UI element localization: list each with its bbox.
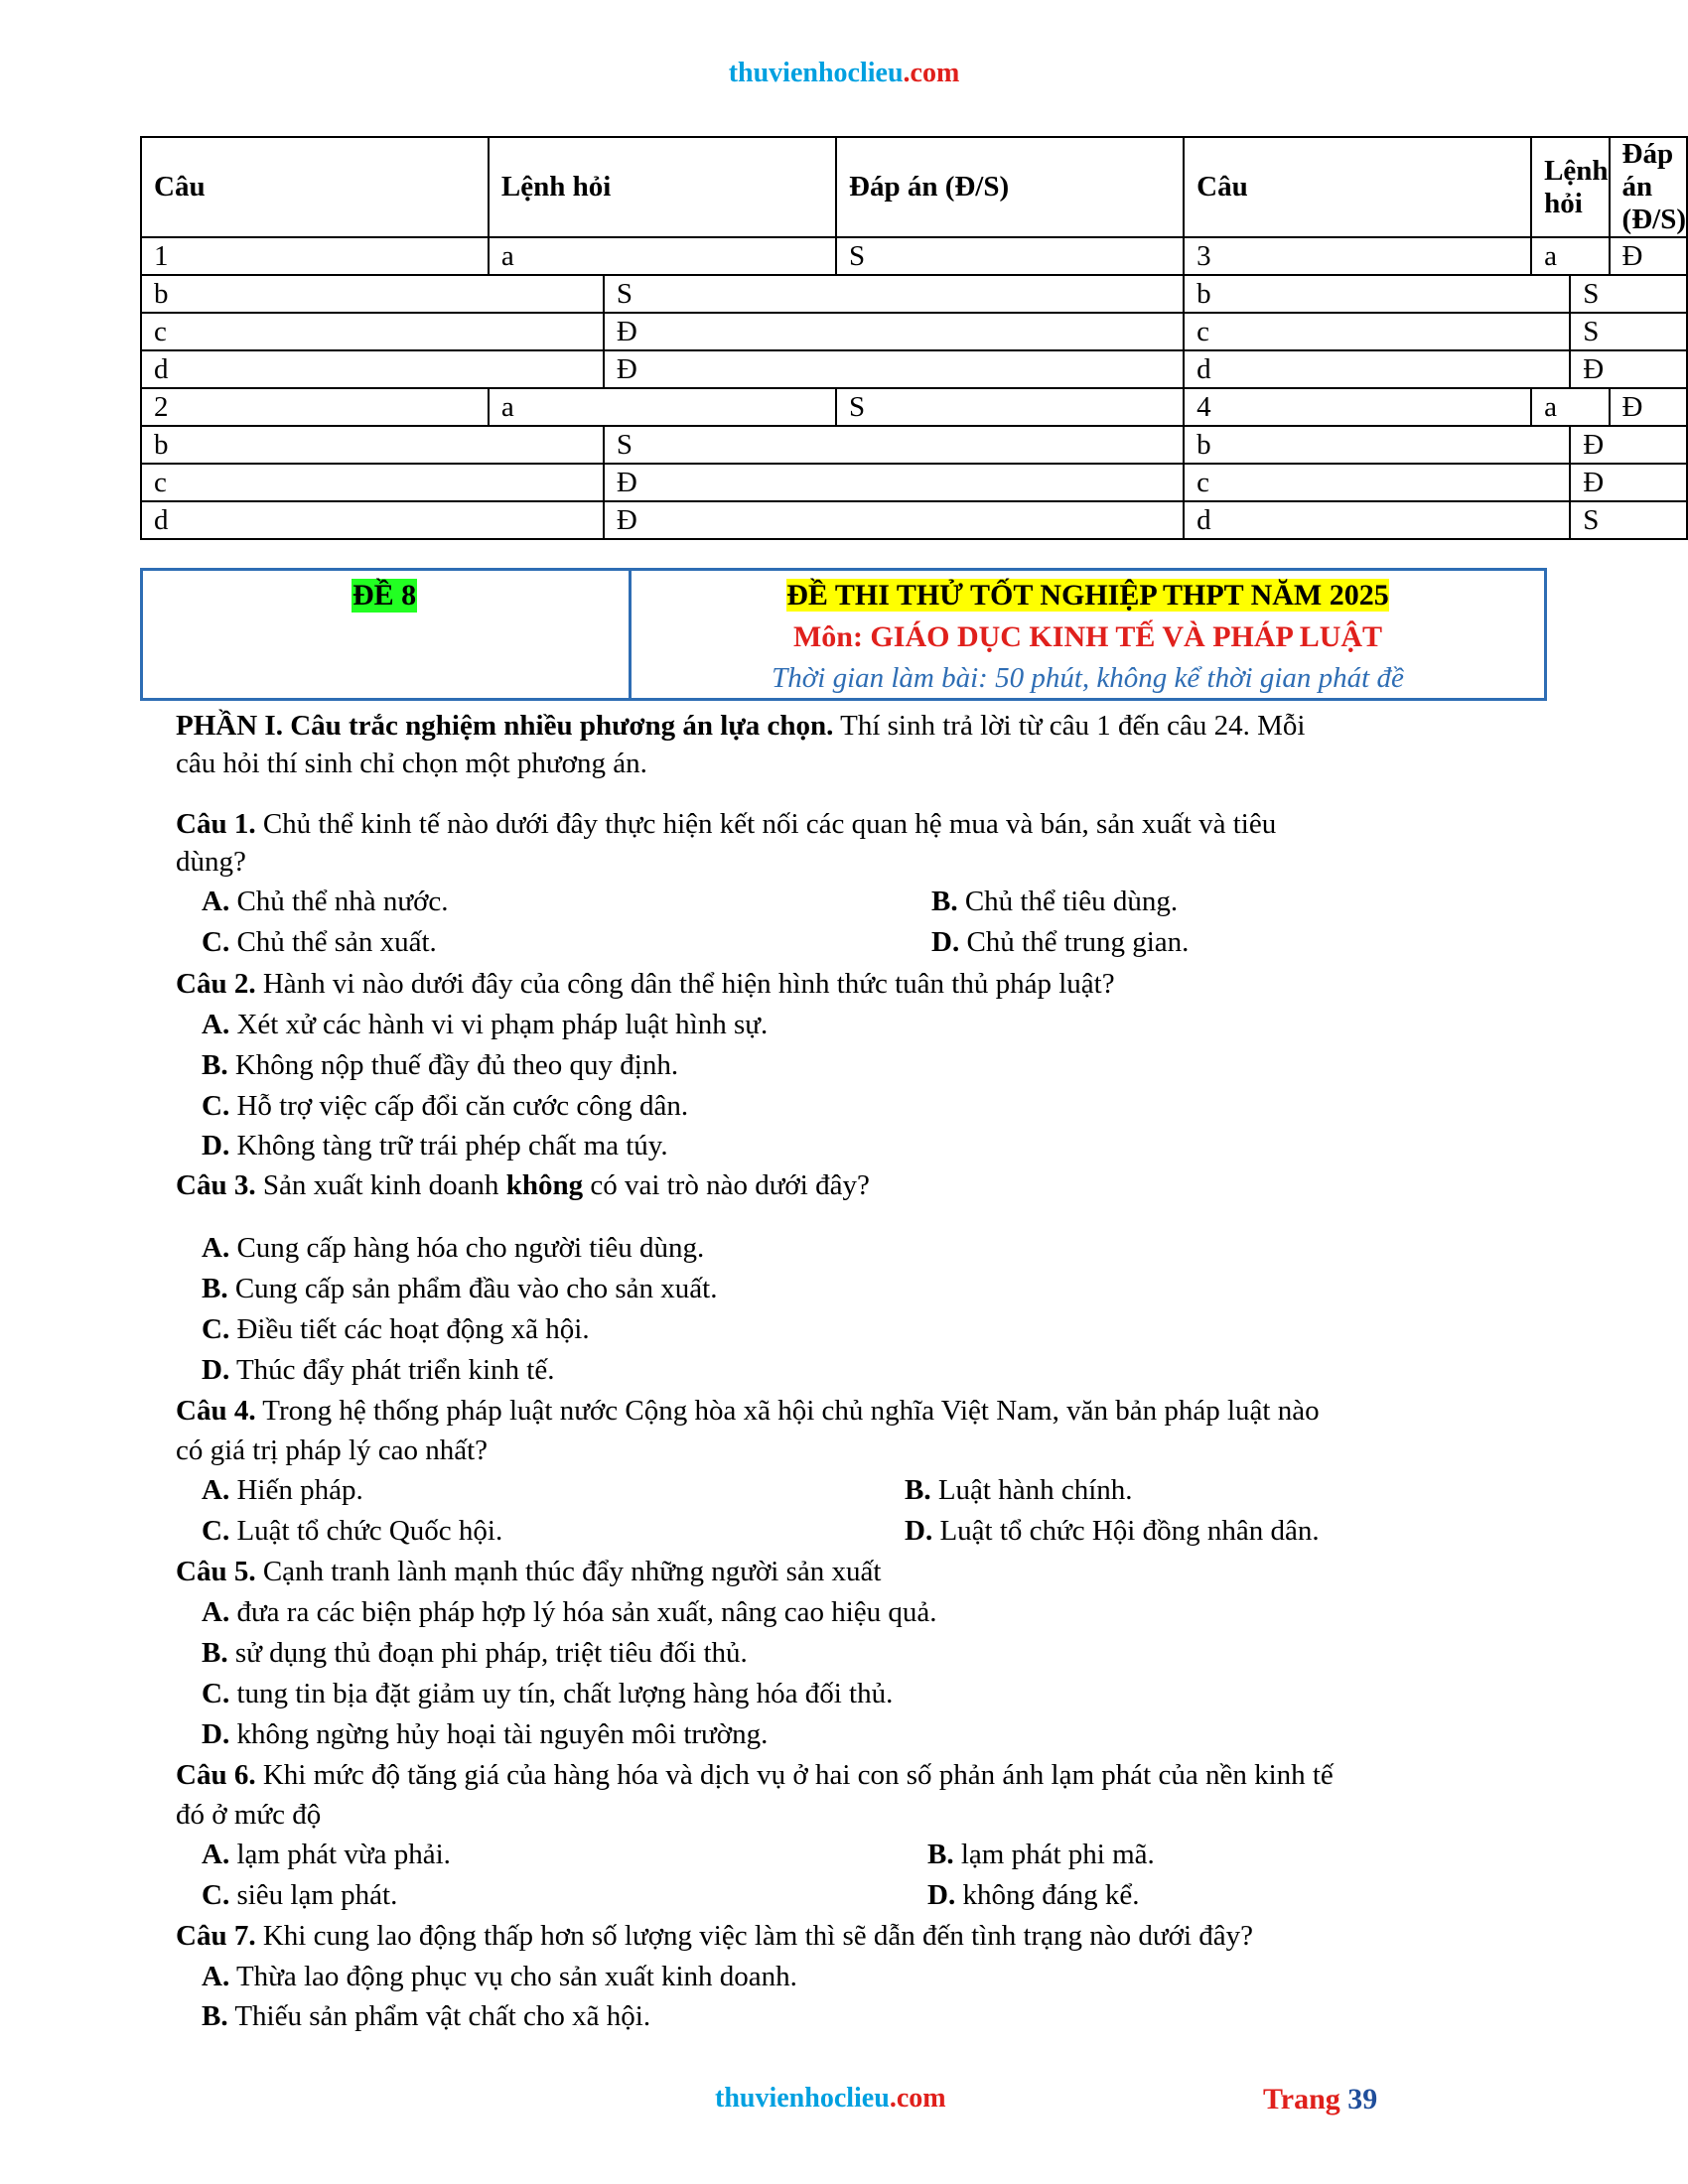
table-cell: a <box>1531 388 1609 426</box>
option-c: C. Hỗ trợ việc cấp đổi căn cước công dân. <box>202 1090 689 1122</box>
option-c: C. Luật tổ chức Quốc hội. <box>202 1515 503 1547</box>
option-b: B. Chủ thể tiêu dùng. <box>931 886 1179 917</box>
option-b: B. Luật hành chính. <box>905 1474 1133 1506</box>
option-a: A. lạm phát vừa phải. <box>202 1839 451 1870</box>
table-row <box>141 350 1687 388</box>
header-lenh-hoi: Lệnh hỏi <box>489 137 836 237</box>
option-b: B. lạm phát phi mã. <box>927 1839 1155 1870</box>
option-b: B. Cung cấp sản phẩm đầu vào cho sản xuất. <box>202 1273 718 1304</box>
option-c: C. Điều tiết các hoạt động xã hội. <box>202 1313 590 1345</box>
table-cell: a <box>489 237 836 275</box>
site-footer: thuvienhoclieu.com <box>715 2083 946 2114</box>
option-b: B. Không nộp thuế đầy đủ theo quy định. <box>202 1049 679 1081</box>
option-a: A. Hiến pháp. <box>202 1474 363 1506</box>
option-b: B. Thiếu sản phẩm vật chất cho xã hội. <box>202 2000 651 2032</box>
table-cell: S <box>836 388 1184 426</box>
table-cell: S <box>1570 313 1687 350</box>
question-1: Câu 1. Chủ thể kinh tế nào dưới đây thực hiện kết nối các quan hệ mua và bán, sản xuất và tiêu <box>176 808 1277 840</box>
question-4: Câu 4. Trong hệ thống pháp luật nước Cộng hòa xã hội chủ nghĩa Việt Nam, văn bản pháp luật nào <box>176 1395 1320 1427</box>
table-cell: S <box>604 275 1184 313</box>
table-cell: 1 <box>141 237 489 275</box>
table-cell: Đ <box>1610 237 1687 275</box>
exam-subject: Môn: GIÁO DỤC KINH TẾ VÀ PHÁP LUẬT <box>792 620 1383 653</box>
table-cell: b <box>141 275 604 313</box>
table-cell: Đ <box>1610 388 1687 426</box>
table-cell: 3 <box>1184 237 1531 275</box>
option-a: A. Xét xử các hành vi vi phạm pháp luật hình sự. <box>202 1009 769 1040</box>
table-cell: Đ <box>604 501 1184 539</box>
table-cell: d <box>1184 501 1570 539</box>
table-cell: c <box>1184 313 1570 350</box>
site-header: thuvienhoclieu.com <box>728 58 960 88</box>
option-d: D. Chủ thể trung gian. <box>931 926 1190 958</box>
question-4-cont: có giá trị pháp lý cao nhất? <box>176 1434 489 1466</box>
option-b: B. sử dụng thủ đoạn phi pháp, triệt tiêu đối thủ. <box>202 1637 748 1669</box>
table-cell: S <box>1570 275 1687 313</box>
table-cell: a <box>1531 237 1609 275</box>
option-c: C. siêu lạm phát. <box>202 1879 398 1911</box>
table-cell: Đ <box>1570 350 1687 388</box>
part1-intro: PHẦN I. Câu trắc nghiệm nhiều phương án lựa chọn. Thí sinh trả lời từ câu 1 đến câu 24. Mỗi <box>176 710 1306 742</box>
question-5: Câu 5. Cạnh tranh lành mạnh thúc đẩy những người sản xuất <box>176 1556 882 1587</box>
table-cell: S <box>1570 501 1687 539</box>
table-row <box>141 388 1687 426</box>
question-6-cont: đó ở mức độ <box>176 1799 322 1831</box>
table-cell: c <box>141 464 604 501</box>
option-d: D. Không tàng trữ trái phép chất ma túy. <box>202 1130 668 1161</box>
exam-time: Thời gian làm bài: 50 phút, không kể thời gian phát đề <box>772 662 1404 694</box>
table-cell: Đ <box>604 350 1184 388</box>
question-1-cont: dùng? <box>176 846 246 878</box>
header-dap-an: Đáp án (Đ/S) <box>1610 137 1687 237</box>
table-row <box>141 275 1687 313</box>
question-7: Câu 7. Khi cung lao động thấp hơn số lượng việc làm thì sẽ dẫn đến tình trạng nào dưới đây? <box>176 1920 1254 1952</box>
question-6: Câu 6. Khi mức độ tăng giá của hàng hóa và dịch vụ ở hai con số phản ánh lạm phát của nền kinh tế <box>176 1759 1334 1791</box>
table-cell: Đ <box>604 464 1184 501</box>
table-cell: a <box>489 388 836 426</box>
answer-table <box>140 136 1688 540</box>
table-cell: c <box>1184 464 1570 501</box>
option-a: A. Cung cấp hàng hóa cho người tiêu dùng. <box>202 1232 705 1264</box>
header-cau: Câu <box>141 137 489 237</box>
question-3: Câu 3. Sản xuất kinh doanh không có vai trò nào dưới đây? <box>176 1169 870 1201</box>
table-cell: b <box>1184 426 1570 464</box>
option-c: C. Chủ thể sản xuất. <box>202 926 437 958</box>
table-cell: b <box>1184 275 1570 313</box>
exam-header-box <box>140 568 1547 701</box>
exam-number-label: ĐỀ 8 <box>352 579 417 612</box>
table-row <box>141 313 1687 350</box>
exam-title: ĐỀ THI THỬ TỐT NGHIỆP THPT NĂM 2025 <box>786 579 1389 612</box>
question-2: Câu 2. Hành vi nào dưới đây của công dân thể hiện hình thức tuân thủ pháp luật? <box>176 968 1115 1000</box>
header-lenh-hoi: Lệnh hỏi <box>1531 137 1609 237</box>
table-cell: d <box>1184 350 1570 388</box>
table-row <box>141 464 1687 501</box>
option-a: A. Chủ thể nhà nước. <box>202 886 449 917</box>
table-cell: b <box>141 426 604 464</box>
table-cell: 2 <box>141 388 489 426</box>
table-row <box>141 501 1687 539</box>
table-row <box>141 426 1687 464</box>
table-cell: 4 <box>1184 388 1531 426</box>
part1-intro-cont: câu hỏi thí sinh chỉ chọn một phương án. <box>176 748 647 779</box>
table-cell: d <box>141 350 604 388</box>
table-cell: Đ <box>604 313 1184 350</box>
table-cell: S <box>836 237 1184 275</box>
option-d: D. không đáng kể. <box>927 1879 1140 1911</box>
table-cell: d <box>141 501 604 539</box>
option-d: D. không ngừng hủy hoại tài nguyên môi trường. <box>202 1718 769 1750</box>
table-row <box>141 237 1687 275</box>
option-d: D. Luật tổ chức Hội đồng nhân dân. <box>905 1515 1320 1547</box>
option-a: A. đưa ra các biện pháp hợp lý hóa sản xuất, nâng cao hiệu quả. <box>202 1596 937 1628</box>
table-header-row <box>141 137 1687 237</box>
option-d: D. Thúc đẩy phát triển kinh tế. <box>202 1354 555 1386</box>
page-number: Trang 39 <box>1263 2083 1378 2116</box>
option-c: C. tung tin bịa đặt giảm uy tín, chất lượng hàng hóa đối thủ. <box>202 1678 894 1709</box>
table-cell: S <box>604 426 1184 464</box>
table-cell: c <box>141 313 604 350</box>
header-cau: Câu <box>1184 137 1531 237</box>
table-cell: Đ <box>1570 464 1687 501</box>
option-a: A. Thừa lao động phục vụ cho sản xuất kinh doanh. <box>202 1961 797 1992</box>
header-dap-an: Đáp án (Đ/S) <box>836 137 1184 237</box>
table-cell: Đ <box>1570 426 1687 464</box>
